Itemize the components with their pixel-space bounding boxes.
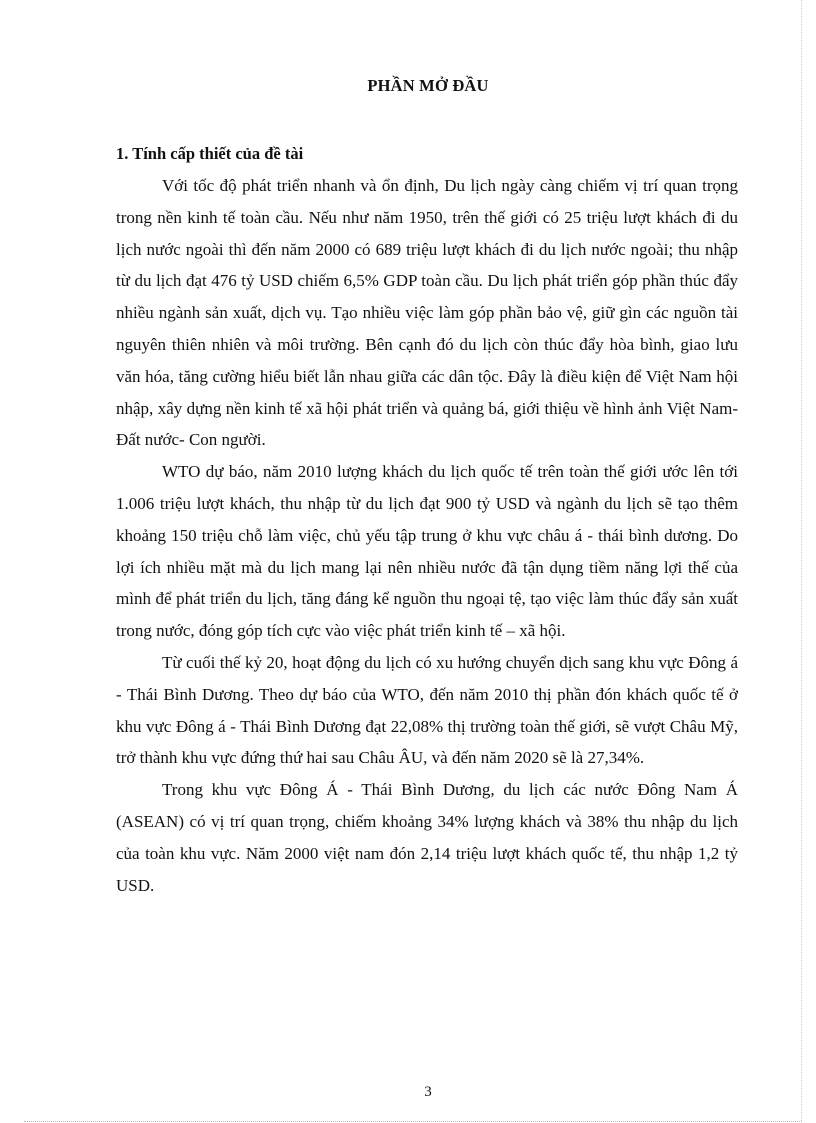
paragraph: Với tốc độ phát triển nhanh và ổn định, Du lịch ngày càng chiếm vị trí quan trọng trong nền kinh tế toàn cầu. Nếu như năm 1950, trên thế giới có 25 triệu lượt khách đi du lịch nước ngoài thì đến năm 2000 có 689 triệu lượt khách đi du lịch nước ngoài; thu nhập từ du lịch đạt 476 tỷ USD chiếm 6,5% GDP toàn cầu. Du lịch phát triển góp phần thúc đẩy nhiều ngành sản xuất, dịch vụ. Tạo nhiều việc làm góp phần bảo vệ, giữ gìn các nguồn tài nguyên thiên nhiên và môi trường. Bên cạnh đó du lịch còn thúc đẩy hòa bình, giao lưu văn hóa, tăng cường hiểu biết lẫn nhau giữa các dân tộc. Đây là điều kiện để Việt Nam hội nhập, xây dựng nền kinh tế xã hội phát triển và quảng bá, giới thiệu về hình ảnh Việt Nam- Đất nước- Con người. [116,176,738,450]
page-bottom-divider [24,1121,802,1122]
paragraph: Từ cuối thế kỷ 20, hoạt động du lịch có xu hướng chuyển dịch sang khu vực Đông á - Thái Bình Dương. Theo dự báo của WTO, đến năm 2010 thị phần đón khách quốc tế ở khu vực Đông á - Thái Bình Dương đạt 22,08% thị trường toàn thế giới, sẽ vượt Châu Mỹ, trở thành khu vực đứng thứ hai sau Châu ÂU, và đến năm 2020 sẽ là 27,34%. [116,652,738,768]
body-text [116,170,738,901]
page-number: 3 [424,1084,432,1100]
section-heading: 1. Tính cấp thiết của đề tài [116,144,304,163]
page-edge-divider [801,0,802,1121]
page-title: PHẦN MỞ ĐẦU [367,76,489,95]
paragraph: Trong khu vực Đông Á - Thái Bình Dương, du lịch các nước Đông Nam Á (ASEAN) có vị trí quan trọng, chiếm khoảng 34% lượng khách và 38% thu nhập du lịch của toàn khu vực. Năm 2000 việt nam đón 2,14 triệu lượt khách quốc tế, thu nhập 1,2 tỷ USD. [116,780,738,895]
paragraph: WTO dự báo, năm 2010 lượng khách du lịch quốc tế trên toàn thế giới ước lên tới 1.006 triệu lượt khách, thu nhập từ du lịch đạt 900 tỷ USD và ngành du lịch sẽ tạo thêm khoảng 150 triệu chỗ làm việc, chủ yếu tập trung ở khu vực châu á - thái bình dương. Do lợi ích nhiều mặt mà du lịch mang lại nên nhiều nước đã tận dụng tiềm năng lợi thế của mình để phát triển du lịch, tăng đáng kể nguồn thu ngoại tệ, tạo việc làm thúc đẩy sản xuất trong nước, đóng góp tích cực vào việc phát triển kinh tế – xã hội. [116,462,738,641]
